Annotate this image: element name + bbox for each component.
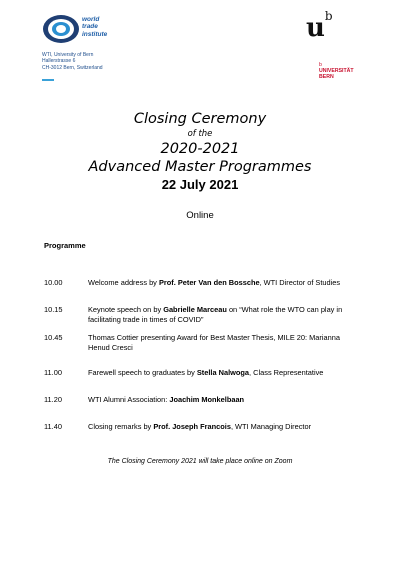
wti-word: world (82, 16, 100, 23)
title-of-the: of the (187, 129, 213, 139)
programme-time: 10.15 (44, 305, 63, 314)
address-line: Hallerstrasse 6 (42, 58, 76, 65)
programme-time: 11.00 (44, 368, 62, 377)
wti-word: trade (82, 23, 98, 31)
wti-logo (42, 14, 80, 49)
title-block (0, 110, 400, 193)
title-years: 2020-2021 (160, 141, 240, 157)
programme-desc: Thomas Cottier presenting Award for Best Master Thesis, MILE 20: Marianna Henud Cresci (88, 333, 340, 352)
address-line: CH-3012 Bern, Switzerland (42, 64, 103, 71)
title-programmes: Advanced Master Programmes (88, 159, 312, 175)
address-line: WTI, University of Bern (42, 52, 94, 58)
programme-heading: Programme (44, 241, 86, 250)
title-line: Closing Ceremony (133, 111, 267, 127)
unibe-logo (306, 9, 333, 43)
programme-time: 11.20 (44, 395, 62, 404)
unibe-logo-u: u (306, 13, 325, 43)
programme-desc: Closing remarks by Prof. Joseph Francois, WTI Managing Director (88, 422, 312, 431)
programme-time: 11.40 (44, 422, 62, 431)
wti-address (42, 52, 103, 71)
unibe-logo-b: b (324, 9, 333, 24)
programme-time: 10.00 (44, 278, 63, 287)
event-mode: Online (186, 210, 214, 221)
programme-desc: Keynote speech on by Gabrielle Marceau on “What role the WTO can play in facilitating trade in times of COVID” (88, 305, 343, 324)
wti-word: institute (82, 30, 108, 38)
programme-desc: Welcome address by Prof. Peter Van den Bossche, WTI Director of Studies (88, 278, 341, 287)
unibe-name-line: UNIVERSITÄT (319, 68, 354, 74)
programme-desc: Farewell speech to graduates by Stella Nalwoga, Class Representative (88, 368, 324, 377)
unibe-b: b (319, 62, 322, 68)
unibe-name-line: BERN (319, 74, 334, 80)
wti-logo-words (82, 16, 107, 38)
footer-note: The Closing Ceremony 2021 will take place online on Zoom (107, 458, 293, 465)
unibe-name (319, 62, 354, 80)
event-date: 22 July 2021 (161, 177, 239, 192)
programme-time: 10.45 (44, 333, 63, 342)
wti-accent-bar (42, 79, 54, 81)
programme-desc: WTI Alumni Association: Joachim Monkelbaan (88, 395, 245, 404)
wti-logo-mark (42, 14, 80, 44)
